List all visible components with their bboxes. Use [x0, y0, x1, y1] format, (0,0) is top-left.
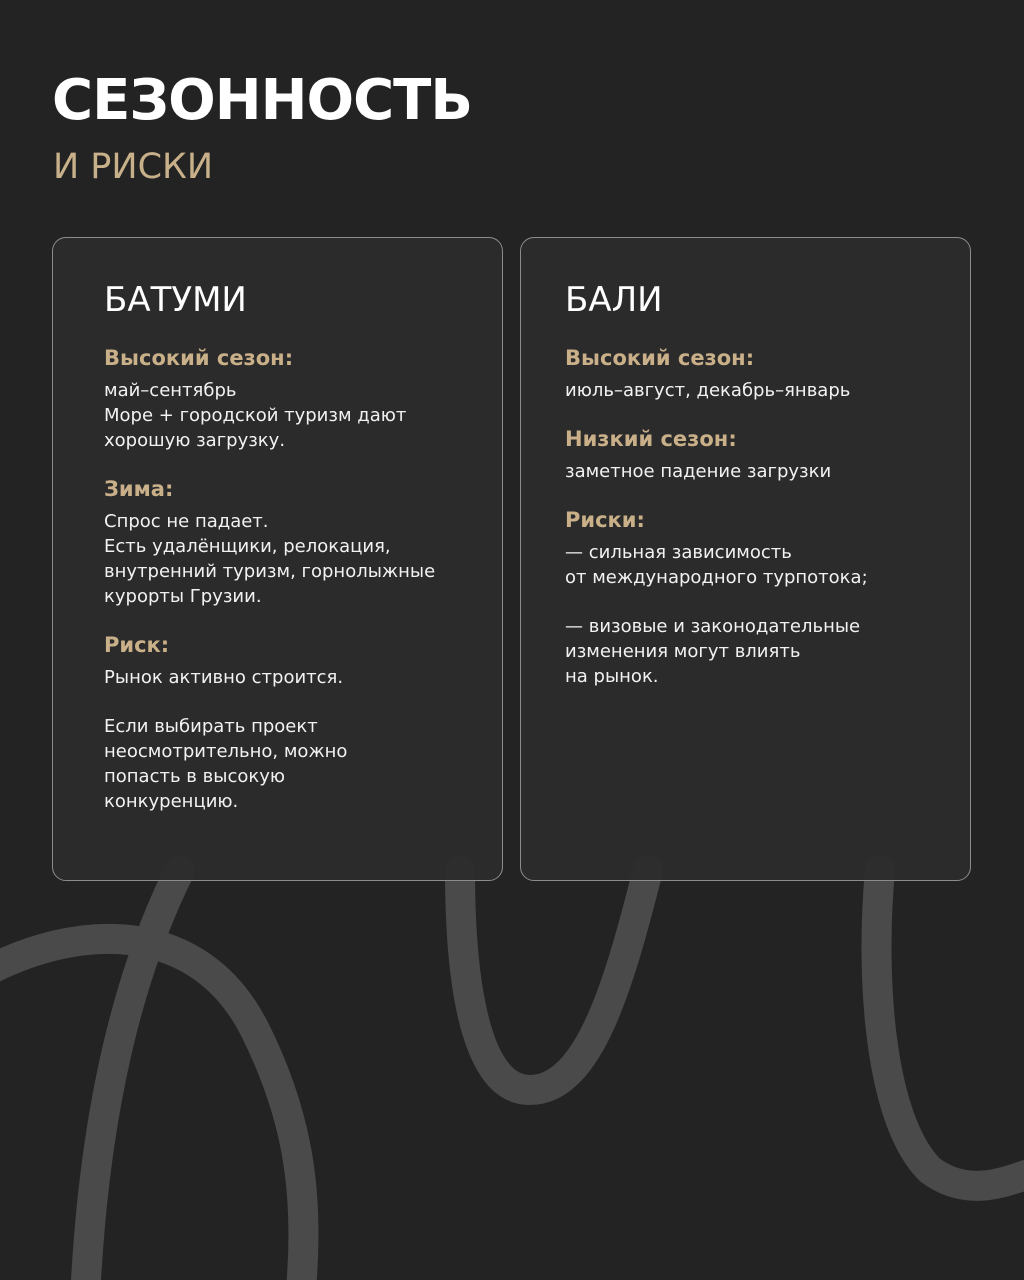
page-subtitle: И РИСКИ: [53, 147, 214, 187]
section-body: [565, 540, 940, 689]
text-line: — визовые и законодательные: [565, 616, 861, 637]
card-bali: [520, 237, 971, 881]
page-title: СЕЗОННОСТЬ: [52, 68, 473, 133]
text-line: хорошую загрузку.: [104, 430, 286, 451]
section-label: Зима:: [104, 477, 174, 501]
paragraph: [104, 509, 472, 609]
card-batumi: [52, 237, 503, 881]
section-risk: [104, 631, 472, 814]
paragraph: [104, 714, 472, 814]
section-high-season: [104, 344, 472, 453]
text-line: внутренний туризм, горнолыжные: [104, 561, 436, 582]
text-line: Если выбирать проект: [104, 716, 318, 737]
text-line: Есть удалёнщики, релокация,: [104, 536, 391, 557]
decor-right-curve: [877, 870, 1024, 1186]
text-line: Море + городской туризм дают: [104, 405, 407, 426]
section-risks: [565, 506, 940, 689]
section-label: Низкий сезон:: [565, 427, 737, 451]
paragraph: [104, 378, 472, 453]
section-label: Высокий сезон:: [565, 346, 755, 370]
text-line: май–сентябрь: [104, 380, 237, 401]
paragraph: [565, 459, 940, 484]
decor-u-curve: [460, 870, 648, 1090]
section-body: [565, 459, 940, 484]
decor-loop-left: [0, 939, 304, 1280]
text-line: попасть в высокую: [104, 766, 286, 787]
text-line: изменения могут влиять: [565, 641, 801, 662]
text-line: от международного турпотока;: [565, 567, 868, 588]
section-label: Риск:: [104, 633, 170, 657]
text-line: — сильная зависимость: [565, 542, 792, 563]
text-line: курорты Грузии.: [104, 586, 262, 607]
text-line: конкуренцию.: [104, 791, 239, 812]
text-line: июль–август, декабрь–январь: [565, 380, 851, 401]
paragraph: [565, 540, 940, 590]
paragraph: [565, 614, 940, 689]
section-label: Высокий сезон:: [104, 346, 294, 370]
text-line: неосмотрительно, можно: [104, 741, 348, 762]
paragraph: [565, 378, 940, 403]
section-winter: [104, 475, 472, 609]
text-line: Спрос не падает.: [104, 511, 269, 532]
text-line: на рынок.: [565, 666, 659, 687]
section-body: [104, 509, 472, 609]
paragraph: [104, 665, 472, 690]
card-title: БАЛИ: [565, 280, 663, 320]
section-label: Риски:: [565, 508, 645, 532]
section-high-season: [565, 344, 940, 403]
section-low-season: [565, 425, 940, 484]
section-body: [104, 665, 472, 814]
section-body: [104, 378, 472, 453]
text-line: заметное падение загрузки: [565, 461, 832, 482]
text-line: Рынок активно строится.: [104, 667, 344, 688]
card-title: БАТУМИ: [104, 280, 247, 320]
section-body: [565, 378, 940, 403]
